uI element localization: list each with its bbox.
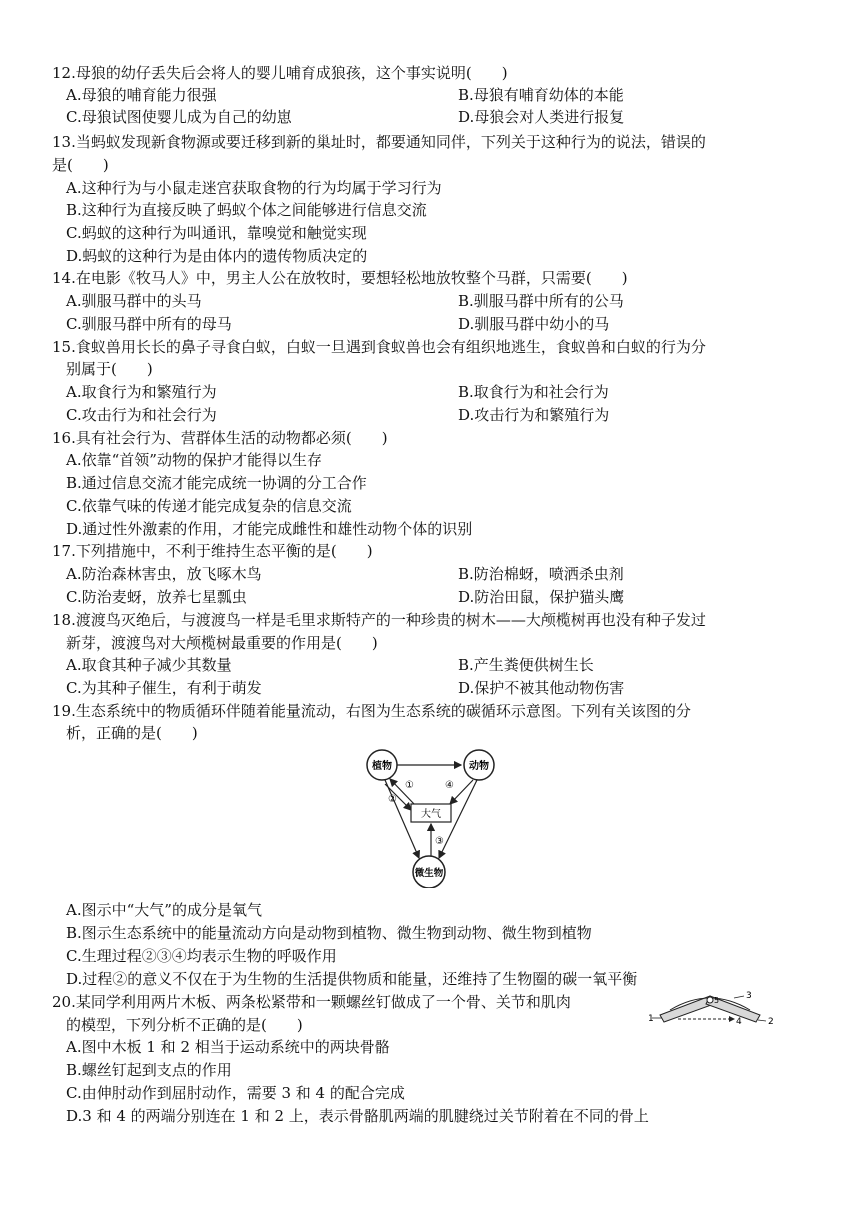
q18-stem-line1: 18.渡渡鸟灭绝后，与渡渡鸟一样是毛里求斯特产的一种珍贵的树木——大颅榄树再也没有种子发过	[52, 611, 706, 629]
q19-stem-line2: 析，正确的是( )	[66, 724, 198, 742]
q13-option-d: D.蚂蚁的这种行为是由体内的遗传物质决定的	[66, 247, 368, 265]
q15-option-c: C.攻击行为和社会行为	[66, 406, 217, 424]
q18-option-c: C.为其种子催生，有利于萌发	[66, 679, 262, 697]
label-process-1: ①	[405, 780, 414, 791]
q19-option-c: C.生理过程②③④均表示生物的呼吸作用	[66, 947, 337, 965]
q17-option-c: C.防治麦蚜，放养七星瓢虫	[66, 588, 247, 606]
q17-option-d: D.防治田鼠，保护猫头鹰	[458, 588, 625, 606]
label-process-2: ②	[388, 794, 397, 805]
q15-stem-line2: 别属于( )	[66, 360, 153, 378]
q17-option-a: A.防治森林害虫，放飞啄木鸟	[66, 565, 262, 583]
q14-stem: 14.在电影《牧马人》中，男主人公在放牧时，要想轻松地放牧整个马群，只需要( )	[52, 269, 628, 287]
q16-option-c: C.依靠气味的传递才能完成复杂的信息交流	[66, 497, 352, 515]
q14-option-d: D.驯服马群中幼小的马	[458, 315, 610, 333]
q16-option-b: B.通过信息交流才能完成统一协调的分工合作	[66, 474, 367, 492]
joint-model-diagram	[648, 988, 783, 1030]
q20-stem-line2: 的模型，下列分析不正确的是( )	[66, 1016, 303, 1034]
q17-option-b: B.防治棉蚜，喷洒杀虫剂	[458, 565, 624, 583]
q14-option-a: A.驯服马群中的头马	[66, 292, 202, 310]
q20-stem-line1: 20.某同学利用两片木板、两条松紧带和一颗螺丝钉做成了一个骨、关节和肌肉	[52, 993, 571, 1011]
q15-option-b: B.取食行为和社会行为	[458, 383, 609, 401]
q13-option-b: B.这种行为直接反映了蚂蚁个体之间能够进行信息交流	[66, 201, 427, 219]
label-process-3: ③	[435, 836, 444, 847]
q14-option-b: B.驯服马群中所有的公马	[458, 292, 624, 310]
q14-option-c: C.驯服马群中所有的母马	[66, 315, 232, 333]
q15-stem-line1: 15.食蚁兽用长长的鼻子寻食白蚁，白蚁一旦遇到食蚁兽也会有组织地逃生，食蚁兽和白蚁的行为分	[52, 338, 706, 356]
label-animal: 动物	[469, 761, 489, 772]
q19-stem-line1: 19.生态系统中的物质循环伴随着能量流动，右图为生态系统的碳循环示意图。下列有关该图的分	[52, 702, 691, 720]
q19-option-d: D.过程②的意义不仅在于为生物的生活提供物质和能量，还维持了生物圈的碳一氧平衡	[66, 970, 638, 988]
q16-stem: 16.具有社会行为、营群体生活的动物都必须( )	[52, 429, 388, 447]
label-plant: 植物	[372, 761, 392, 772]
q13-stem-line1: 13.当蚂蚁发现新食物源或要迁移到新的巢址时，都要通知同伴，下列关于这种行为的说法，错误的	[52, 133, 706, 151]
q18-option-b: B.产生粪便供树生长	[458, 656, 594, 674]
q16-option-a: A.依靠“首领”动物的保护才能得以生存	[66, 451, 322, 469]
label-1: 1	[648, 1014, 654, 1024]
q20-option-c: C.由伸肘动作到屈肘动作，需要 3 和 4 的配合完成	[66, 1084, 405, 1102]
q19-option-a: A.图示中“大气”的成分是氧气	[66, 901, 262, 919]
label-microbe: 微生物	[414, 868, 444, 879]
q19-option-b: B.图示生态系统中的能量流动方向是动物到植物、微生物到动物、微生物到植物	[66, 924, 592, 942]
q12-option-c: C.母狼试图使婴儿成为自己的幼崽	[66, 108, 292, 126]
q12-stem: 12.母狼的幼仔丢失后会将人的婴儿哺育成狼孩，这个事实说明( )	[52, 64, 508, 82]
q12-option-a: A.母狼的哺育能力很强	[66, 86, 217, 104]
q12-option-d: D.母狼会对人类进行报复	[458, 108, 625, 126]
q20-option-d: D.3 和 4 的两端分别连在 1 和 2 上，表示骨骼肌两端的肌腱绕过关节附着在不同的骨上	[66, 1107, 649, 1125]
screw-5	[707, 997, 713, 1003]
q17-stem: 17.下列措施中，不利于维持生态平衡的是( )	[52, 542, 373, 560]
board-1	[660, 996, 714, 1022]
q13-option-c: C.蚂蚁的这种行为叫通讯，靠嗅觉和触觉实现	[66, 224, 367, 242]
q18-option-d: D.保护不被其他动物伤害	[458, 679, 625, 697]
label-5: 5	[714, 996, 720, 1005]
q13-stem-line2: 是( )	[52, 156, 109, 174]
carbon-cycle-diagram	[355, 748, 515, 888]
q13-option-a: A.这种行为与小鼠走迷宫获取食物的行为均属于学习行为	[66, 179, 442, 197]
q15-option-d: D.攻击行为和繁殖行为	[458, 406, 610, 424]
q16-option-d: D.通过性外激素的作用，才能完成雌性和雄性动物个体的识别	[66, 520, 473, 538]
label-4: 4	[736, 1017, 742, 1027]
q18-stem-line2: 新芽，渡渡鸟对大颅榄树最重要的作用是( )	[66, 634, 378, 652]
q20-option-a: A.图中木板 1 和 2 相当于运动系统中的两块骨骼	[66, 1038, 390, 1056]
q15-option-a: A.取食行为和繁殖行为	[66, 383, 217, 401]
label-process-4: ④	[445, 780, 454, 791]
label-2: 2	[768, 1017, 774, 1027]
q20-option-b: B.螺丝钉起到支点的作用	[66, 1061, 232, 1079]
q12-option-b: B.母狼有哺育幼体的本能	[458, 86, 624, 104]
label-3: 3	[746, 991, 752, 1001]
q18-option-a: A.取食其种子减少其数量	[66, 656, 232, 674]
label-air: 大气	[421, 809, 441, 820]
